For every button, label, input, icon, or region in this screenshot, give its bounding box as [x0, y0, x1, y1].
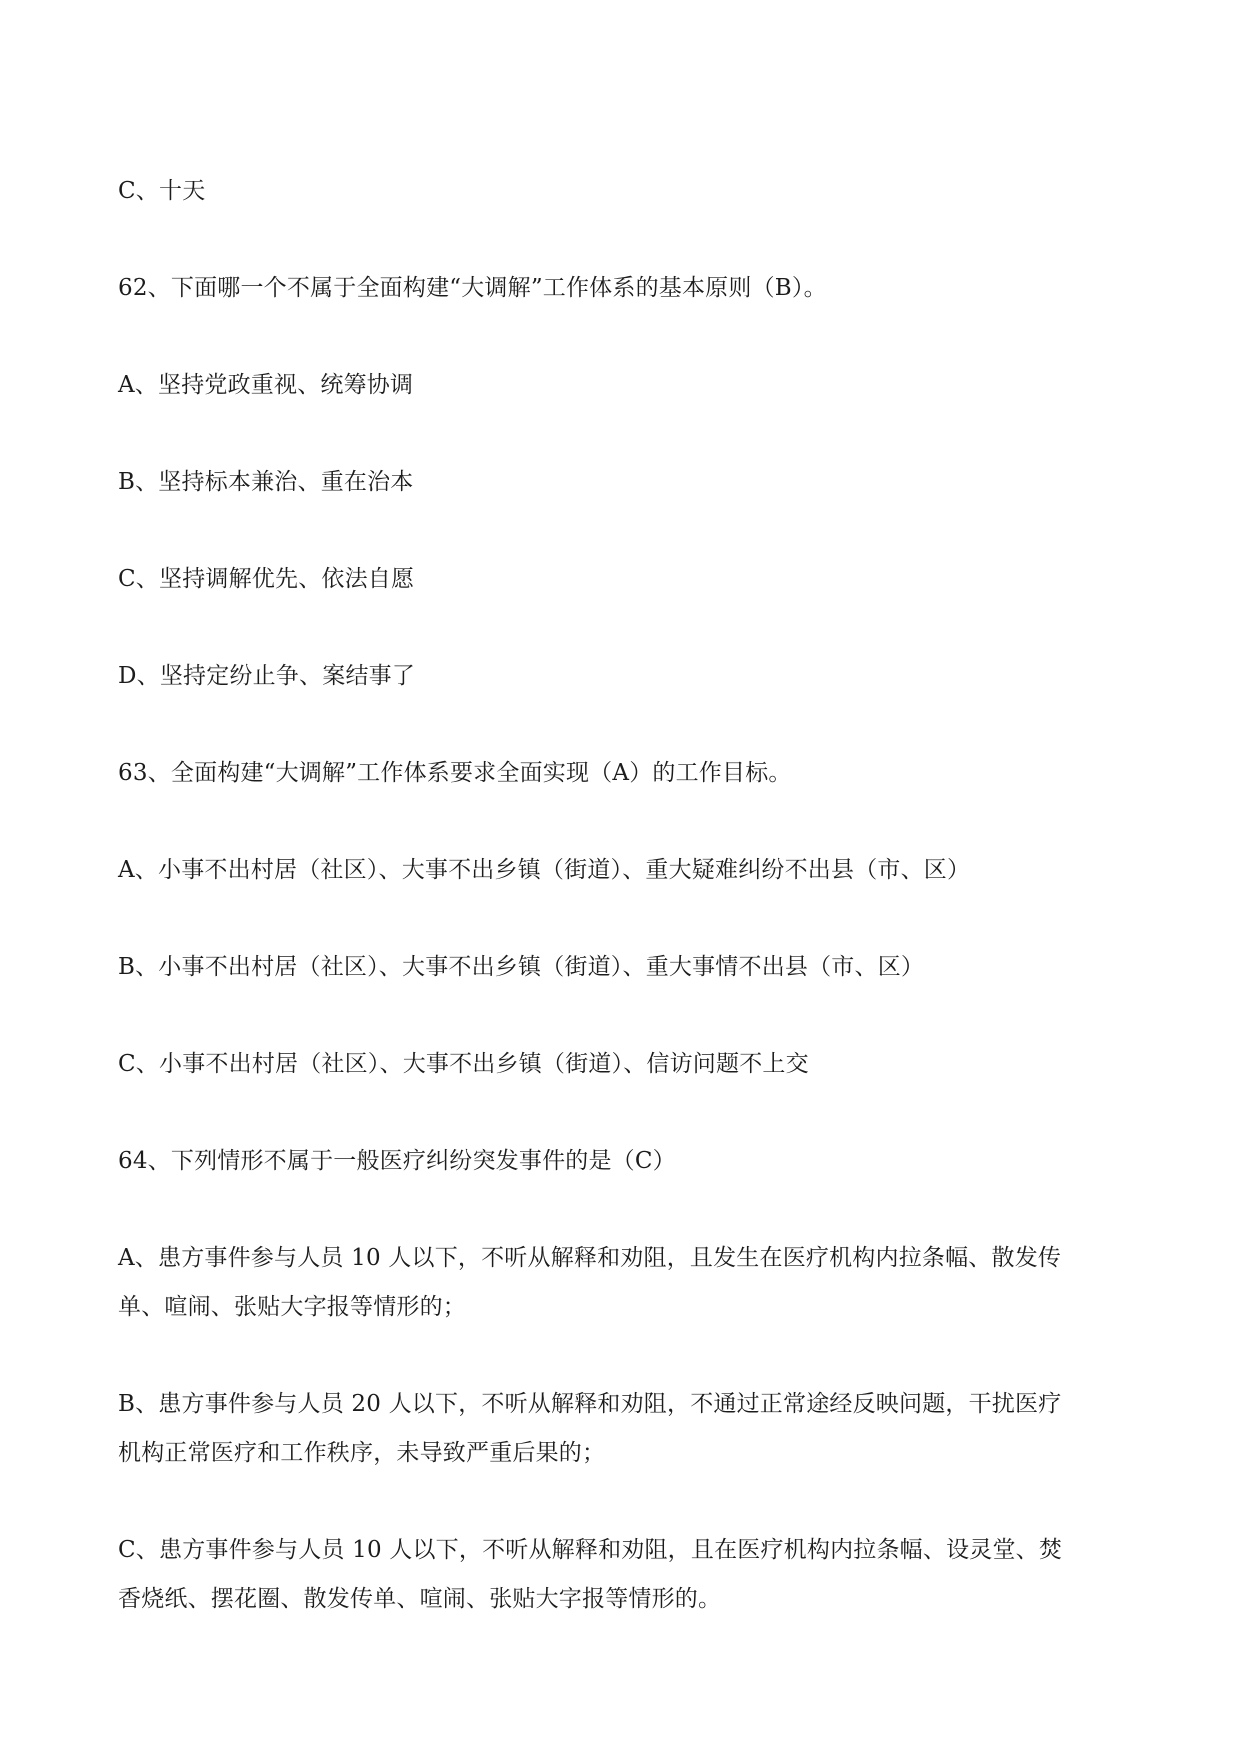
option-b-q64-line1: B、患方事件参与人员 20 人以下，不听从解释和劝阻，不通过正常途经反映问题，干扰医疗 — [118, 1391, 1062, 1417]
option-c-q62: C、坚持调解优先、依法自愿 — [118, 566, 415, 592]
question-64: 64、下列情形不属于一般医疗纠纷突发事件的是（C） — [118, 1148, 676, 1174]
option-b-q63: B、小事不出村居（社区）、大事不出乡镇（街道）、重大事情不出县（市、区） — [118, 954, 925, 980]
option-c-q63: C、小事不出村居（社区）、大事不出乡镇（街道）、信访问题不上交 — [118, 1051, 809, 1077]
option-d-q62: D、坚持定纷止争、案结事了 — [118, 663, 416, 689]
option-c-q61: C、十天 — [118, 178, 206, 204]
option-a-q64-line2: 单、喧闹、张贴大字报等情形的； — [118, 1294, 466, 1320]
option-a-q62: A、坚持党政重视、统筹协调 — [118, 372, 414, 398]
option-b-q64-line2: 机构正常医疗和工作秩序，未导致严重后果的； — [118, 1440, 606, 1466]
option-b-q62: B、坚持标本兼治、重在治本 — [118, 469, 414, 495]
option-a-q63: A、小事不出村居（社区）、大事不出乡镇（街道）、重大疑难纠纷不出县（市、区） — [118, 857, 971, 883]
option-c-q64-line2: 香烧纸、摆花圈、散发传单、喧闹、张贴大字报等情形的。 — [118, 1586, 722, 1612]
question-62: 62、下面哪一个不属于全面构建“大调解”工作体系的基本原则（B）。 — [118, 275, 827, 301]
option-a-q64-line1: A、患方事件参与人员 10 人以下，不听从解释和劝阻，且发生在医疗机构内拉条幅、散发传 — [118, 1245, 1062, 1271]
option-c-q64-line1: C、患方事件参与人员 10 人以下，不听从解释和劝阻，且在医疗机构内拉条幅、设灵堂、焚 — [118, 1537, 1063, 1563]
question-63: 63、全面构建“大调解”工作体系要求全面实现（A）的工作目标。 — [118, 760, 792, 786]
